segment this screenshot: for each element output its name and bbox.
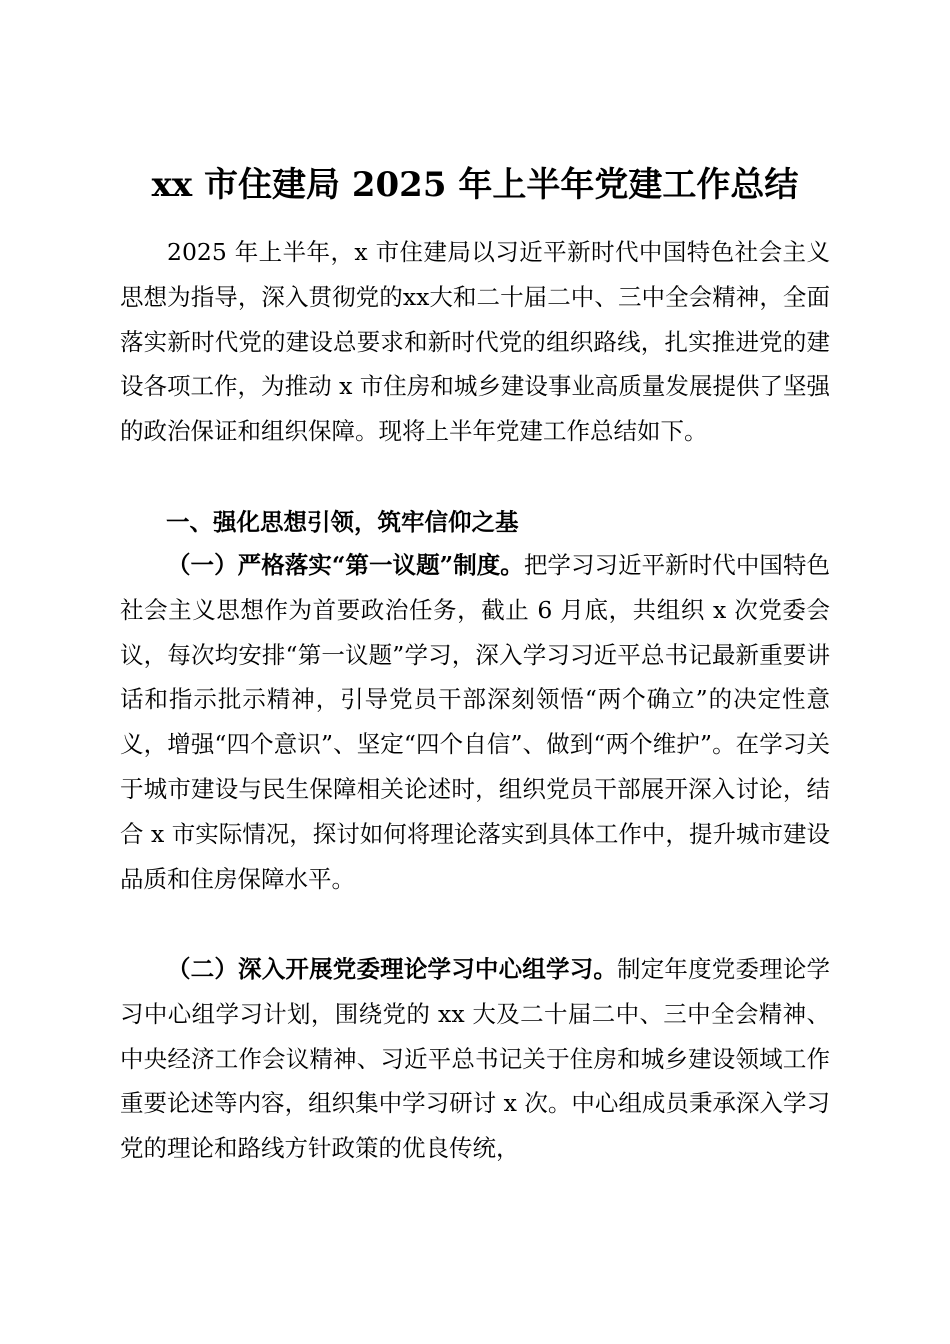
item-2-text: 制定年度党委理论学习中心组学习计划，围绕党的 xx 大及二十届二中、三中全会精神、中央经济工作会议精神、习近平总书记关于住房和城乡建设领域工作重要论述等内容，组织集中学习研讨 x 次。中心组成员秉承深入学习党的理论和路线方针政策的优良传统， [120,955,831,1163]
document-title: xx 市住建局 2025 年上半年党建工作总结 [151,164,799,205]
item-1-lead: （一）严格落实“第一议题”制度。 [167,551,524,579]
intro-paragraph: 2025 年上半年，x 市住建局以习近平新时代中国特色社会主义思想为指导，深入贯彻党的xx大和二十届二中、三中全会精神，全面落实新时代党的建设总要求和新时代党的组织路线，扎实推进党的建设各项工作，为推动 x 市住房和城乡建设事业高质量发展提供了坚强的政治保证和组织保障。现将上半年党建工作总结如下。 [120,238,830,446]
item-2-lead: （二）深入开展党委理论学习中心组学习。 [167,955,618,983]
paragraph-item-1 [120,543,830,901]
item-1-text: 把学习习近平新时代中国特色社会主义思想作为首要政治任务，截止 6 月底，共组织 x 次党委会议，每次均安排“第一议题”学习，深入学习习近平总书记最新重要讲话和指示批示精神，引导党员干部深刻领悟“两个确立”的决定性意义，增强“四个意识”、坚定“四个自信”、做到“两个维护”。在学习关于城市建设与民生保障相关论述时，组织党员干部展开深入讨论，结合 x 市实际情况，探讨如何将理论落实到具体工作中，提升城市建设品质和住房保障水平。 [120,551,830,893]
section-heading: 一、强化思想引领，筑牢信仰之基 [166,508,519,536]
paragraph-item-2 [120,947,830,1171]
